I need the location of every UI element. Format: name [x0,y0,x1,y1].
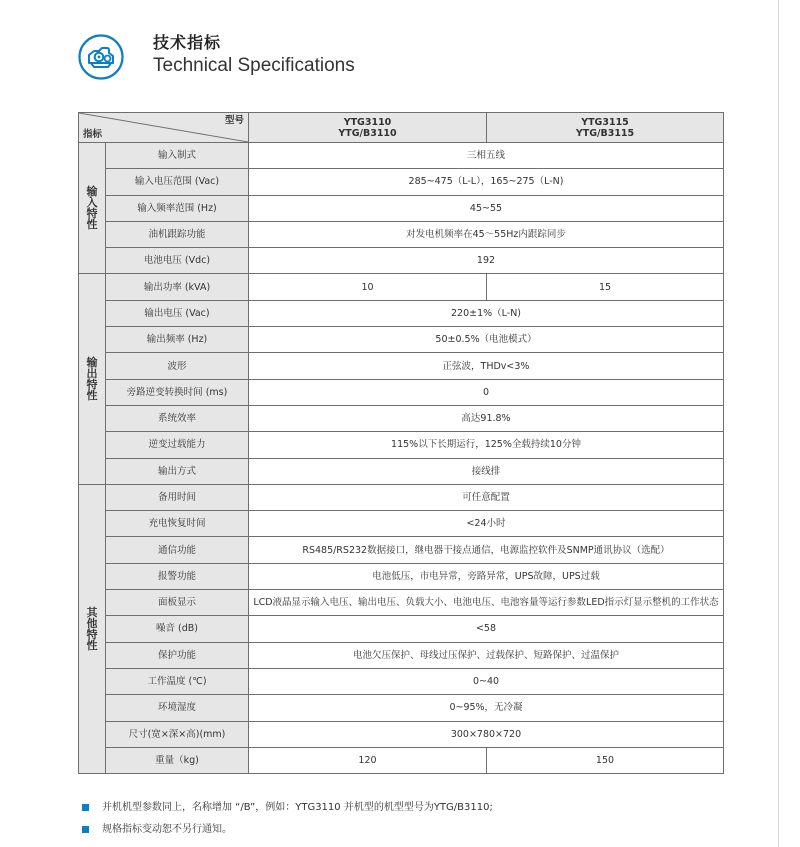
group-label-char: 他 [86,616,98,630]
table-row [79,379,724,405]
table-row [79,169,724,195]
spec-label-cell: 输出方式 [106,458,249,484]
spec-value-cell: 300×780×720 [249,721,724,747]
spec-value-cell: 15 [487,274,724,300]
spec-value-cell: 192 [249,248,724,274]
spec-table [78,112,724,774]
table-row [79,590,724,616]
corner-model-label: 型号 [224,115,244,126]
group-label-cell [79,143,106,274]
spec-label-cell: 备用时间 [106,484,249,510]
group-label-char: 出 [86,367,98,381]
spec-label-cell: 油机跟踪功能 [106,221,249,247]
table-row [79,747,724,773]
spec-label-cell: 保护功能 [106,642,249,668]
spec-label-cell: 电池电压 (Vdc) [106,248,249,274]
table-row [79,248,724,274]
table-row [79,563,724,589]
footnote-item [80,822,493,844]
spec-value-cell: 45~55 [249,195,724,221]
spec-value-cell: 0~40 [249,668,724,694]
spec-value-cell: 电池欠压保护、母线过压保护、过载保护、短路保护、过温保护 [249,642,724,668]
model-header-1 [249,113,487,143]
spec-label-cell: 通信功能 [106,537,249,563]
table-row [79,642,724,668]
spec-value-cell: 正弦波，THDv<3% [249,353,724,379]
spec-value-cell: <58 [249,616,724,642]
table-row [79,143,724,169]
table-row [79,616,724,642]
group-label-char: 特 [86,627,98,641]
spec-label-cell: 尺寸(宽×深×高)(mm) [106,721,249,747]
model-1-name: YTG3110 [343,116,392,128]
table-row [79,195,724,221]
corner-index-label: 指标 [83,129,103,140]
model-2-name: YTG3115 [581,116,629,128]
model-2-parallel-name: YTG/B3115 [575,127,635,139]
spec-value-cell: LCD液晶显示输入电压、输出电压、负载大小、电池电压、电池容量等运行参数LED指示灯显示整机的工作状态 [249,590,724,616]
bullet-square-icon [82,804,89,811]
spec-label-cell: 系统效率 [106,405,249,431]
spec-value-cell: 对发电机频率在45～55Hz内跟踪同步 [249,221,724,247]
footnotes [80,800,493,844]
spec-label-cell: 逆变过载能力 [106,432,249,458]
bullet-square-icon [82,826,89,833]
table-row [79,668,724,694]
table-row [79,353,724,379]
spec-value-cell: 0 [249,379,724,405]
spec-value-cell: RS485/RS232数据接口，继电器干接点通信，电源监控软件及SNMP通讯协议（选配） [249,537,724,563]
table-row [79,511,724,537]
group-label-char: 输 [86,185,98,199]
model-1-parallel-name: YTG/B3110 [338,127,397,139]
spec-label-cell: 充电恢复时间 [106,511,249,537]
table-header-row [79,113,724,143]
model-header-2 [487,113,724,143]
group-label-char: 输 [86,356,98,370]
table-row [79,300,724,326]
spec-value-cell: 三相五线 [249,143,724,169]
table-row [79,484,724,510]
table-row [79,432,724,458]
spec-value-cell: 220±1%（L-N) [249,300,724,326]
corner-diagonal [79,113,248,142]
section-title-cn: 技术指标 [153,33,222,52]
spec-value-cell: 50±0.5%（电池模式） [249,327,724,353]
table-row [79,695,724,721]
spec-label-cell: 报警功能 [106,563,249,589]
spec-value-cell: <24小时 [249,511,724,537]
table-row [79,537,724,563]
spec-label-cell: 输出电压 (Vac) [106,300,249,326]
spec-value-cell: 120 [249,747,487,773]
spec-value-cell: 285~475（L-L），165~275（L-N) [249,169,724,195]
spec-label-cell: 输出频率 (Hz) [106,327,249,353]
spec-value-cell: 0~95%，无冷凝 [249,695,724,721]
table-row [79,274,724,300]
spec-value-cell: 高达91.8% [249,405,724,431]
group-label-char: 其 [86,605,98,619]
spec-label-cell: 输入电压范围 (Vac) [106,169,249,195]
spec-value-cell: 150 [487,747,724,773]
gear-hand-icon [78,34,124,80]
footnote-text: 并机机型参数同上，名称增加 “/B”，例如：YTG3110 并机型的机型型号为YTG/B3110; [102,802,493,813]
group-label-cell [79,274,106,484]
spec-value-cell: 可任意配置 [249,484,724,510]
spec-label-cell: 面板显示 [106,590,249,616]
spec-label-cell: 旁路逆变转换时间 (ms) [106,379,249,405]
spec-value-cell: 115%以下长期运行，125%全载持续10分钟 [249,432,724,458]
table-row [79,458,724,484]
spec-label-cell: 输出功率 (kVA) [106,274,249,300]
spec-label-cell: 输入频率范围 (Hz) [106,195,249,221]
spec-label-cell: 环境湿度 [106,695,249,721]
table-row [79,721,724,747]
table-row [79,327,724,353]
spec-value-cell: 接线排 [249,458,724,484]
group-label-char: 入 [86,196,98,210]
spec-label-cell: 重量（kg) [106,747,249,773]
footnote-item [80,800,493,822]
table-row [79,405,724,431]
spec-value-cell: 电池低压，市电异常，旁路异常，UPS故障，UPS过载 [249,563,724,589]
group-label-char: 性 [86,638,98,652]
page-edge-rule [778,0,779,847]
spec-label-cell: 噪音 (dB) [106,616,249,642]
spec-value-cell: 10 [249,274,487,300]
group-label-char: 性 [86,218,98,232]
spec-label-cell: 波形 [106,353,249,379]
group-label-cell [79,484,106,773]
group-label-char: 性 [86,389,98,403]
table-row [79,221,724,247]
group-label-char: 特 [86,207,98,221]
header-corner-cell [79,113,249,143]
group-label-char: 特 [86,378,98,392]
spec-label-cell: 输入制式 [106,143,249,169]
section-title-en: Technical Specifications [153,55,355,76]
spec-label-cell: 工作温度 (℃) [106,668,249,694]
footnote-text: 规格指标变动恕不另行通知。 [102,824,232,835]
